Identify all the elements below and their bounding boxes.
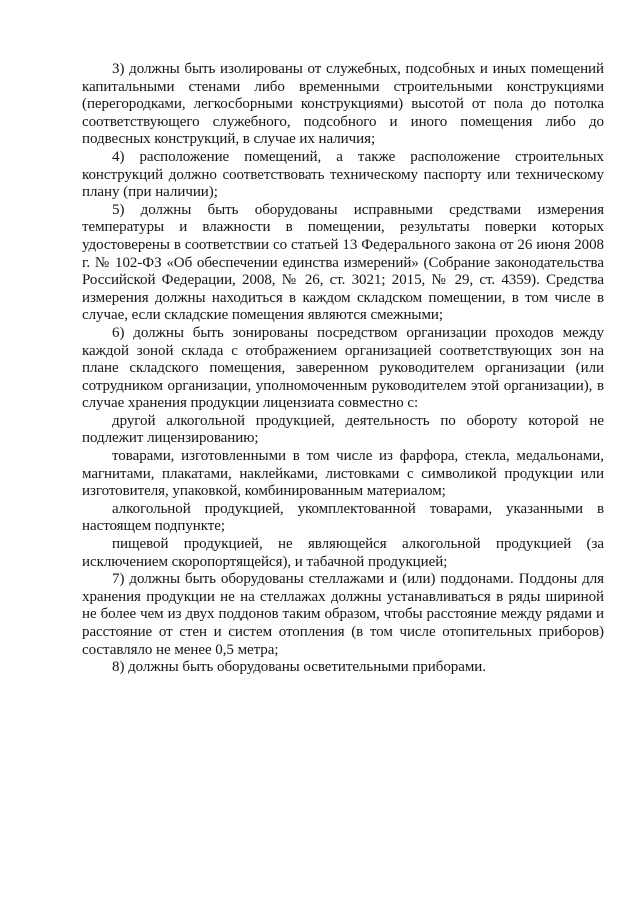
paragraph-item-5: 5) должны быть оборудованы исправными средствами измерения температуры и влажности в помещении, результаты поверки которых удостоверены в соответствии со статьей 13 Федерального закона от 26 июня 2008 г. № 102-ФЗ «Об обеспечении единства измерений» (Собрание законодательства Российской Федерации, 2008, № 26, ст. 3021; 2015, № 29, ст. 4359). Средства измерения должны находиться в каждом складском помещении, в том числе в случае, если складские помещения являются смежными; xyxy=(82,201,604,324)
document-body xyxy=(82,61,604,677)
paragraph-subitem-bundled-alcohol: алкогольной продукцией, укомплектованной товарами, указанными в настоящем подпункте; xyxy=(82,500,604,535)
paragraph-item-7: 7) должны быть оборудованы стеллажами и (или) поддонами. Поддоны для хранения продукции не на стеллажах должны устанавливаться в ряды шириной не более чем из двух поддонов таким образом, чтобы расстояние между рядами и расстояние от стен и систем отопления (в том числе отопительных приборов) составляло не менее 0,5 метра; xyxy=(82,571,604,658)
paragraph-subitem-goods: товарами, изготовленными в том числе из фарфора, стекла, медальонами, магнитами, плакатами, наклейками, листовками с символикой продукции или изготовителя, упаковкой, комбинированным материалом; xyxy=(82,448,604,500)
paragraph-item-4: 4) расположение помещений, а также расположение строительных конструкций должно соответствовать техническому паспорту или техническому плану (при наличии); xyxy=(82,148,604,201)
paragraph-item-6: 6) должны быть зонированы посредством организации проходов между каждой зоной склада с отображением организацией соответствующих зон на плане складского помещения, заверенном руководителем организации (или сотрудником организации, уполномоченным руководителем этой организации), в случае хранения продукции лицензиата совместно с: xyxy=(82,324,604,412)
paragraph-subitem-food-tobacco: пищевой продукцией, не являющейся алкогольной продукцией (за исключением скоропортящейся), и табачной продукцией; xyxy=(82,536,604,570)
paragraph-subitem-other-alcohol: другой алкогольной продукцией, деятельность по обороту которой не подлежит лицензированию; xyxy=(82,412,604,447)
paragraph-item-3: 3) должны быть изолированы от служебных, подсобных и иных помещений капитальными стенами либо временными строительными конструкциями (перегородками, легкосборными конструкциями) высотой от пола до потолка соответствующего служебного, подсобного и иного помещения либо до подвесных конструкций, в случае их наличия; xyxy=(82,61,604,148)
paragraph-item-8: 8) должны быть оборудованы осветительными приборами. xyxy=(112,659,486,676)
